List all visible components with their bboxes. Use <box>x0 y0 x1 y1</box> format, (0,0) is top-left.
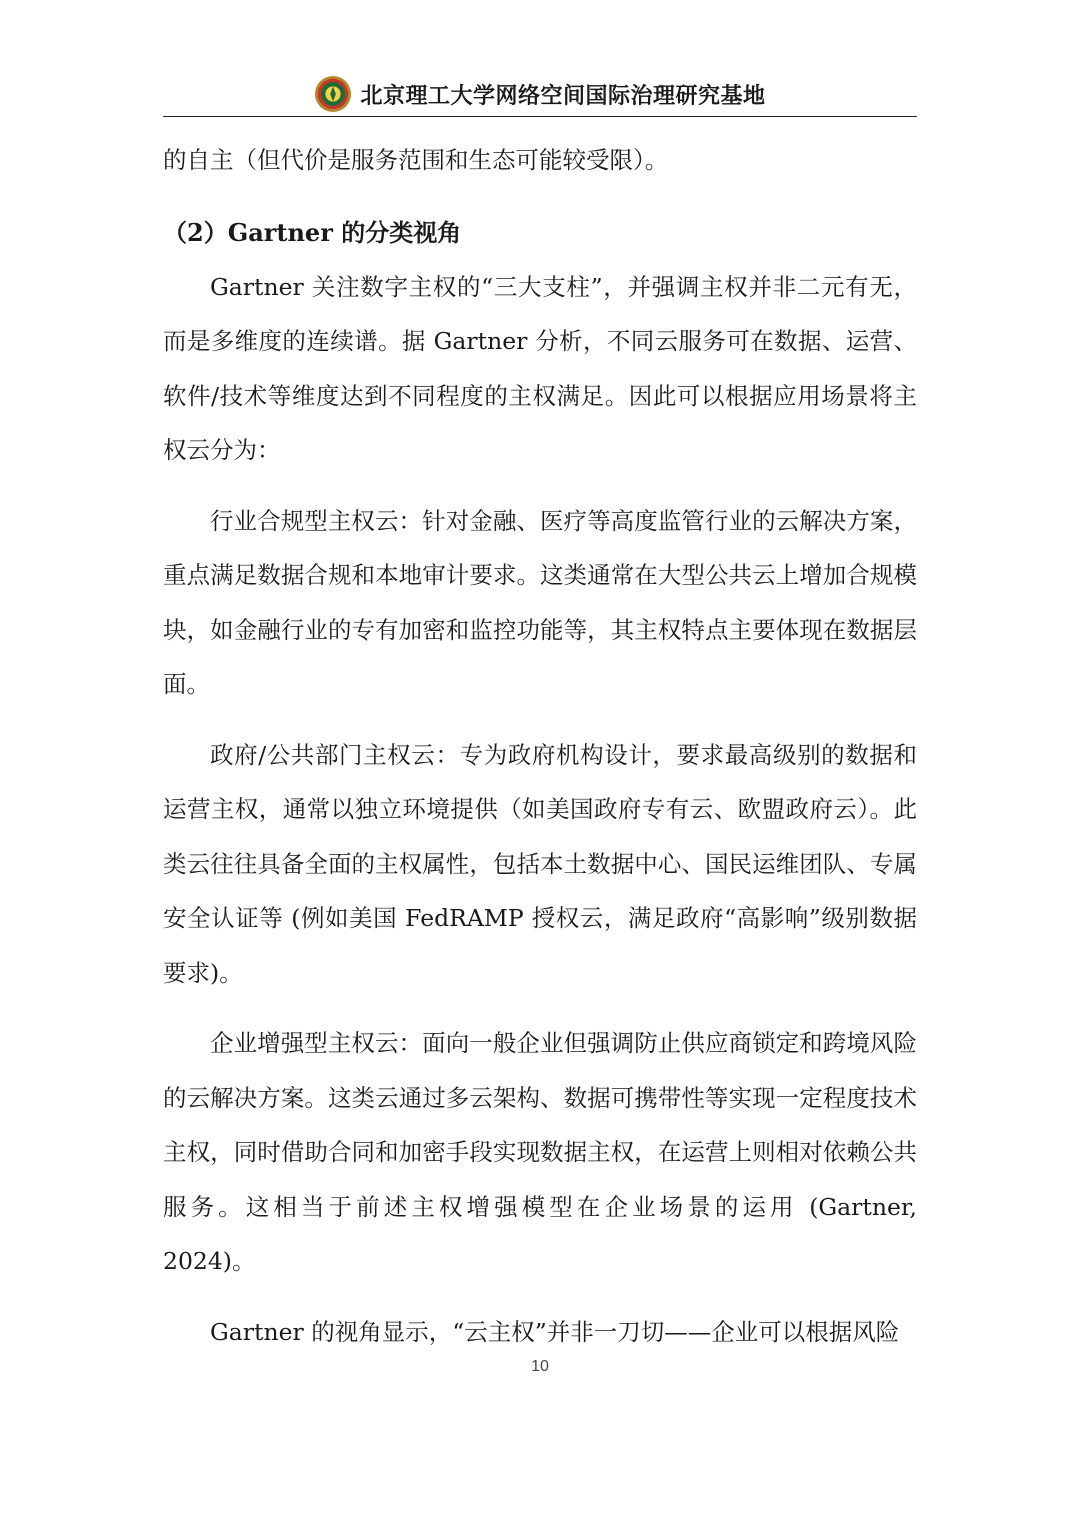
paragraph-enterprise-cloud: 企业增强型主权云：面向一般企业但强调防止供应商锁定和跨境风险的云解决方案。这类云通过多云架构、数据可携带性等实现一定程度技术主权，同时借助合同和加密手段实现数据主权，在运营上则相对依赖公共服务。这相当于前述主权增强模型在企业场景的运用 (Gartner, 2024)。 <box>163 1029 917 1275</box>
paragraph-pillars: Gartner 关注数字主权的“三大支柱”，并强调主权并非二元有无，而是多维度的连续谱。据 Gartner 分析，不同云服务可在数据、运营、软件/技术等维度达到不同程度的主权满足。因此可以根据应用场景将主权云分为： <box>163 272 917 464</box>
university-seal-icon <box>314 75 352 113</box>
paragraph-industry-cloud: 行业合规型主权云：针对金融、医疗等高度监管行业的云解决方案，重点满足数据合规和本地审计要求。这类通常在大型公共云上增加合规模块，如金融行业的专有加密和监控功能等，其主权特点主要体现在数据层面。 <box>163 506 917 698</box>
section-heading: （2）Gartner 的分类视角 <box>163 217 462 247</box>
page-number: 10 <box>531 1358 549 1375</box>
header-title: 北京理工大学网络空间国际治理研究基地 <box>360 83 766 109</box>
paragraph-government-cloud: 政府/公共部门主权云：专为政府机构设计，要求最高级别的数据和运营主权，通常以独立环境提供（如美国政府专有云、欧盟政府云）。此类云往往具备全面的主权属性，包括本土数据中心、国民运维团队、专属安全认证等 (例如美国 FedRAMP 授权云，满足政府“高影响”级别数据要求)。 <box>163 740 917 987</box>
continuation-paragraph: 的自主（但代价是服务范围和生态可能较受限）。 <box>163 146 669 174</box>
paragraph-gartner-view: Gartner 的视角显示，“云主权”并非一刀切——企业可以根据风险 <box>210 1317 900 1346</box>
document-body <box>163 133 917 1359</box>
page-header <box>163 72 917 117</box>
